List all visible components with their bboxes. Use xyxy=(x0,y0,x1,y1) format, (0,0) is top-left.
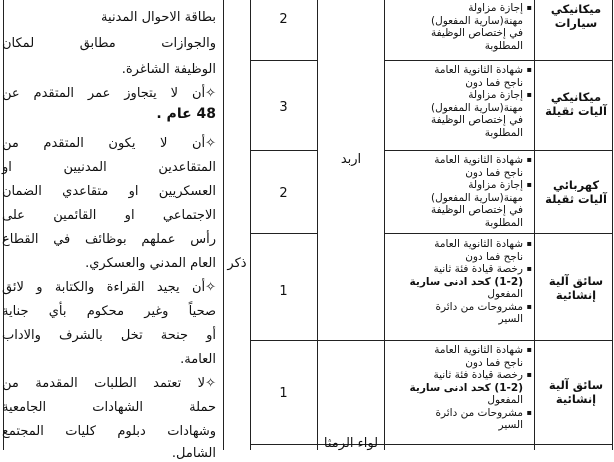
qualification-line: مهنة(سارية المفعول) xyxy=(430,191,523,204)
condition-line: رأس عملهم بوظائف في القطاع xyxy=(2,232,216,247)
column-divider xyxy=(384,0,385,450)
job-title-line: سيارات xyxy=(554,16,598,30)
condition-line: وشهادات دبلوم كليات المجتمع xyxy=(2,424,216,439)
row-divider xyxy=(250,233,317,234)
row-divider xyxy=(250,340,384,341)
condition-line: ✧أن لا يكون المتقدم من xyxy=(2,136,216,151)
qualification-line: ▪ إجازة مزاولة xyxy=(386,89,532,102)
condition-line: أو جنحة تخل بالشرف والاداب xyxy=(2,328,216,343)
job-title-line: إنشائية xyxy=(555,392,597,406)
condition-line: والجوازات مطابق لمكان xyxy=(2,36,216,51)
condition-line: حملة الشهادات الجامعية xyxy=(2,400,216,415)
column-divider xyxy=(250,0,251,450)
qualification-cell xyxy=(386,344,532,432)
qualification-line: مهنة(سارية المفعول) xyxy=(430,101,523,114)
location-cell: لواء الرمثا xyxy=(323,436,379,451)
condition-line: ✧أن لا يتجاوز عمر المتقدم عن xyxy=(2,86,216,101)
row-divider xyxy=(250,60,317,61)
condition-line: العسكريين او متقاعدي الضمان xyxy=(2,184,216,199)
qualification-line: ▪ إجازة مزاولة xyxy=(386,179,532,192)
qualification-cell xyxy=(386,154,532,229)
qualification-line: المفعول xyxy=(487,288,523,300)
condition-line: العام المدني والعسكري. xyxy=(85,256,216,271)
qualification-line: مهنة(سارية المفعول) xyxy=(430,14,523,27)
job-title-line: إنشائية xyxy=(555,288,597,302)
qualification-line: ▪ إجازة مزاولة xyxy=(386,2,532,15)
count-cell: 3 xyxy=(279,100,288,115)
condition-line: المتقاعدين المدنيين او xyxy=(2,160,216,175)
count-cell: 2 xyxy=(279,12,288,27)
location-cell: اربد xyxy=(340,152,362,167)
qualification-line: المطلوبة xyxy=(484,39,523,52)
qualification-line: السير xyxy=(498,313,523,325)
qualification-line: ▪ شهادة الثانوية العامة xyxy=(386,344,532,357)
column-divider xyxy=(223,0,224,450)
condition-line: الوظيفة الشاغرة. xyxy=(121,62,216,77)
row-divider xyxy=(384,150,612,151)
job-title-line: ميكانيكي xyxy=(550,90,602,104)
job-title-line: سائق آلية xyxy=(548,274,604,288)
column-divider xyxy=(317,0,318,450)
job-title-cell xyxy=(540,274,612,302)
qualification-line: السير xyxy=(498,419,523,431)
condition-line: الشامل. xyxy=(171,446,216,461)
job-title-line: آليات ثقيلة xyxy=(545,192,607,206)
qualification-cell xyxy=(386,238,532,326)
qualification-line: ناجح فما دون xyxy=(465,250,523,263)
qualification-cell xyxy=(386,2,532,52)
table-border-right xyxy=(612,0,613,450)
row-divider xyxy=(384,233,612,234)
row-divider xyxy=(250,150,317,151)
qualification-line: ▪ مشروحات من دائرة xyxy=(386,407,532,420)
count-cell: 1 xyxy=(279,386,288,401)
condition-line: ✧لا تعتمد الطلبات المقدمة من xyxy=(2,376,216,391)
condition-line: بطاقة الاحوال المدنية xyxy=(101,10,216,25)
qualification-line: ▪ شهادة الثانوية العامة xyxy=(386,238,532,251)
job-title-line: سائق آلية xyxy=(548,378,604,392)
qualification-line: (1-2) كحد ادنى سارية xyxy=(409,275,523,288)
column-divider xyxy=(534,0,535,450)
condition-line: ✧أن يجيد القراءة والكتابة و لائق xyxy=(2,280,216,295)
condition-line: الاجتماعي او القائمين على xyxy=(2,208,216,223)
qualification-line: ▪ رخصة قيادة فئة ثانية xyxy=(386,369,532,382)
qualification-line: ▪ مشروحات من دائرة xyxy=(386,301,532,314)
row-divider xyxy=(384,340,612,341)
row-divider xyxy=(384,60,612,61)
gender-cell: ذكر xyxy=(227,256,247,271)
row-divider xyxy=(250,444,612,445)
condition-line: صحياً وغير محكوم بأي جناية xyxy=(2,304,216,319)
job-title-line: كهربائي xyxy=(552,178,600,192)
count-cell: 2 xyxy=(279,186,288,201)
qualification-line: ناجح فما دون xyxy=(465,76,523,89)
job-title-cell xyxy=(540,90,612,118)
qualification-line: في إختصاص الوظيفة xyxy=(430,114,523,126)
qualification-line: ▪ رخصة قيادة فئة ثانية xyxy=(386,263,532,276)
job-title-cell xyxy=(540,178,612,206)
qualification-line: ▪ شهادة الثانوية العامة xyxy=(386,154,532,167)
qualification-line: في إختصاص الوظيفة xyxy=(430,204,523,216)
count-cell: 1 xyxy=(279,284,288,299)
qualification-cell xyxy=(386,64,532,139)
qualification-line: ▪ شهادة الثانوية العامة xyxy=(386,64,532,77)
condition-line: العامة. xyxy=(180,352,216,367)
qualification-line: المطلوبة xyxy=(484,126,523,139)
job-title-cell xyxy=(540,2,612,30)
qualification-line: المفعول xyxy=(487,394,523,406)
qualification-line: ناجح فما دون xyxy=(465,356,523,369)
job-title-line: آليات ثقيلة xyxy=(545,104,607,118)
condition-line: 48 عام . xyxy=(156,106,216,122)
qualification-line: ناجح فما دون xyxy=(465,166,523,179)
qualification-line: (1-2) كحد ادنى سارية xyxy=(409,381,523,394)
job-title-cell xyxy=(540,378,612,406)
qualification-line: المطلوبة xyxy=(484,216,523,229)
job-title-line: ميكانيكي xyxy=(550,2,602,16)
qualification-line: في إختصاص الوظيفة xyxy=(430,27,523,39)
